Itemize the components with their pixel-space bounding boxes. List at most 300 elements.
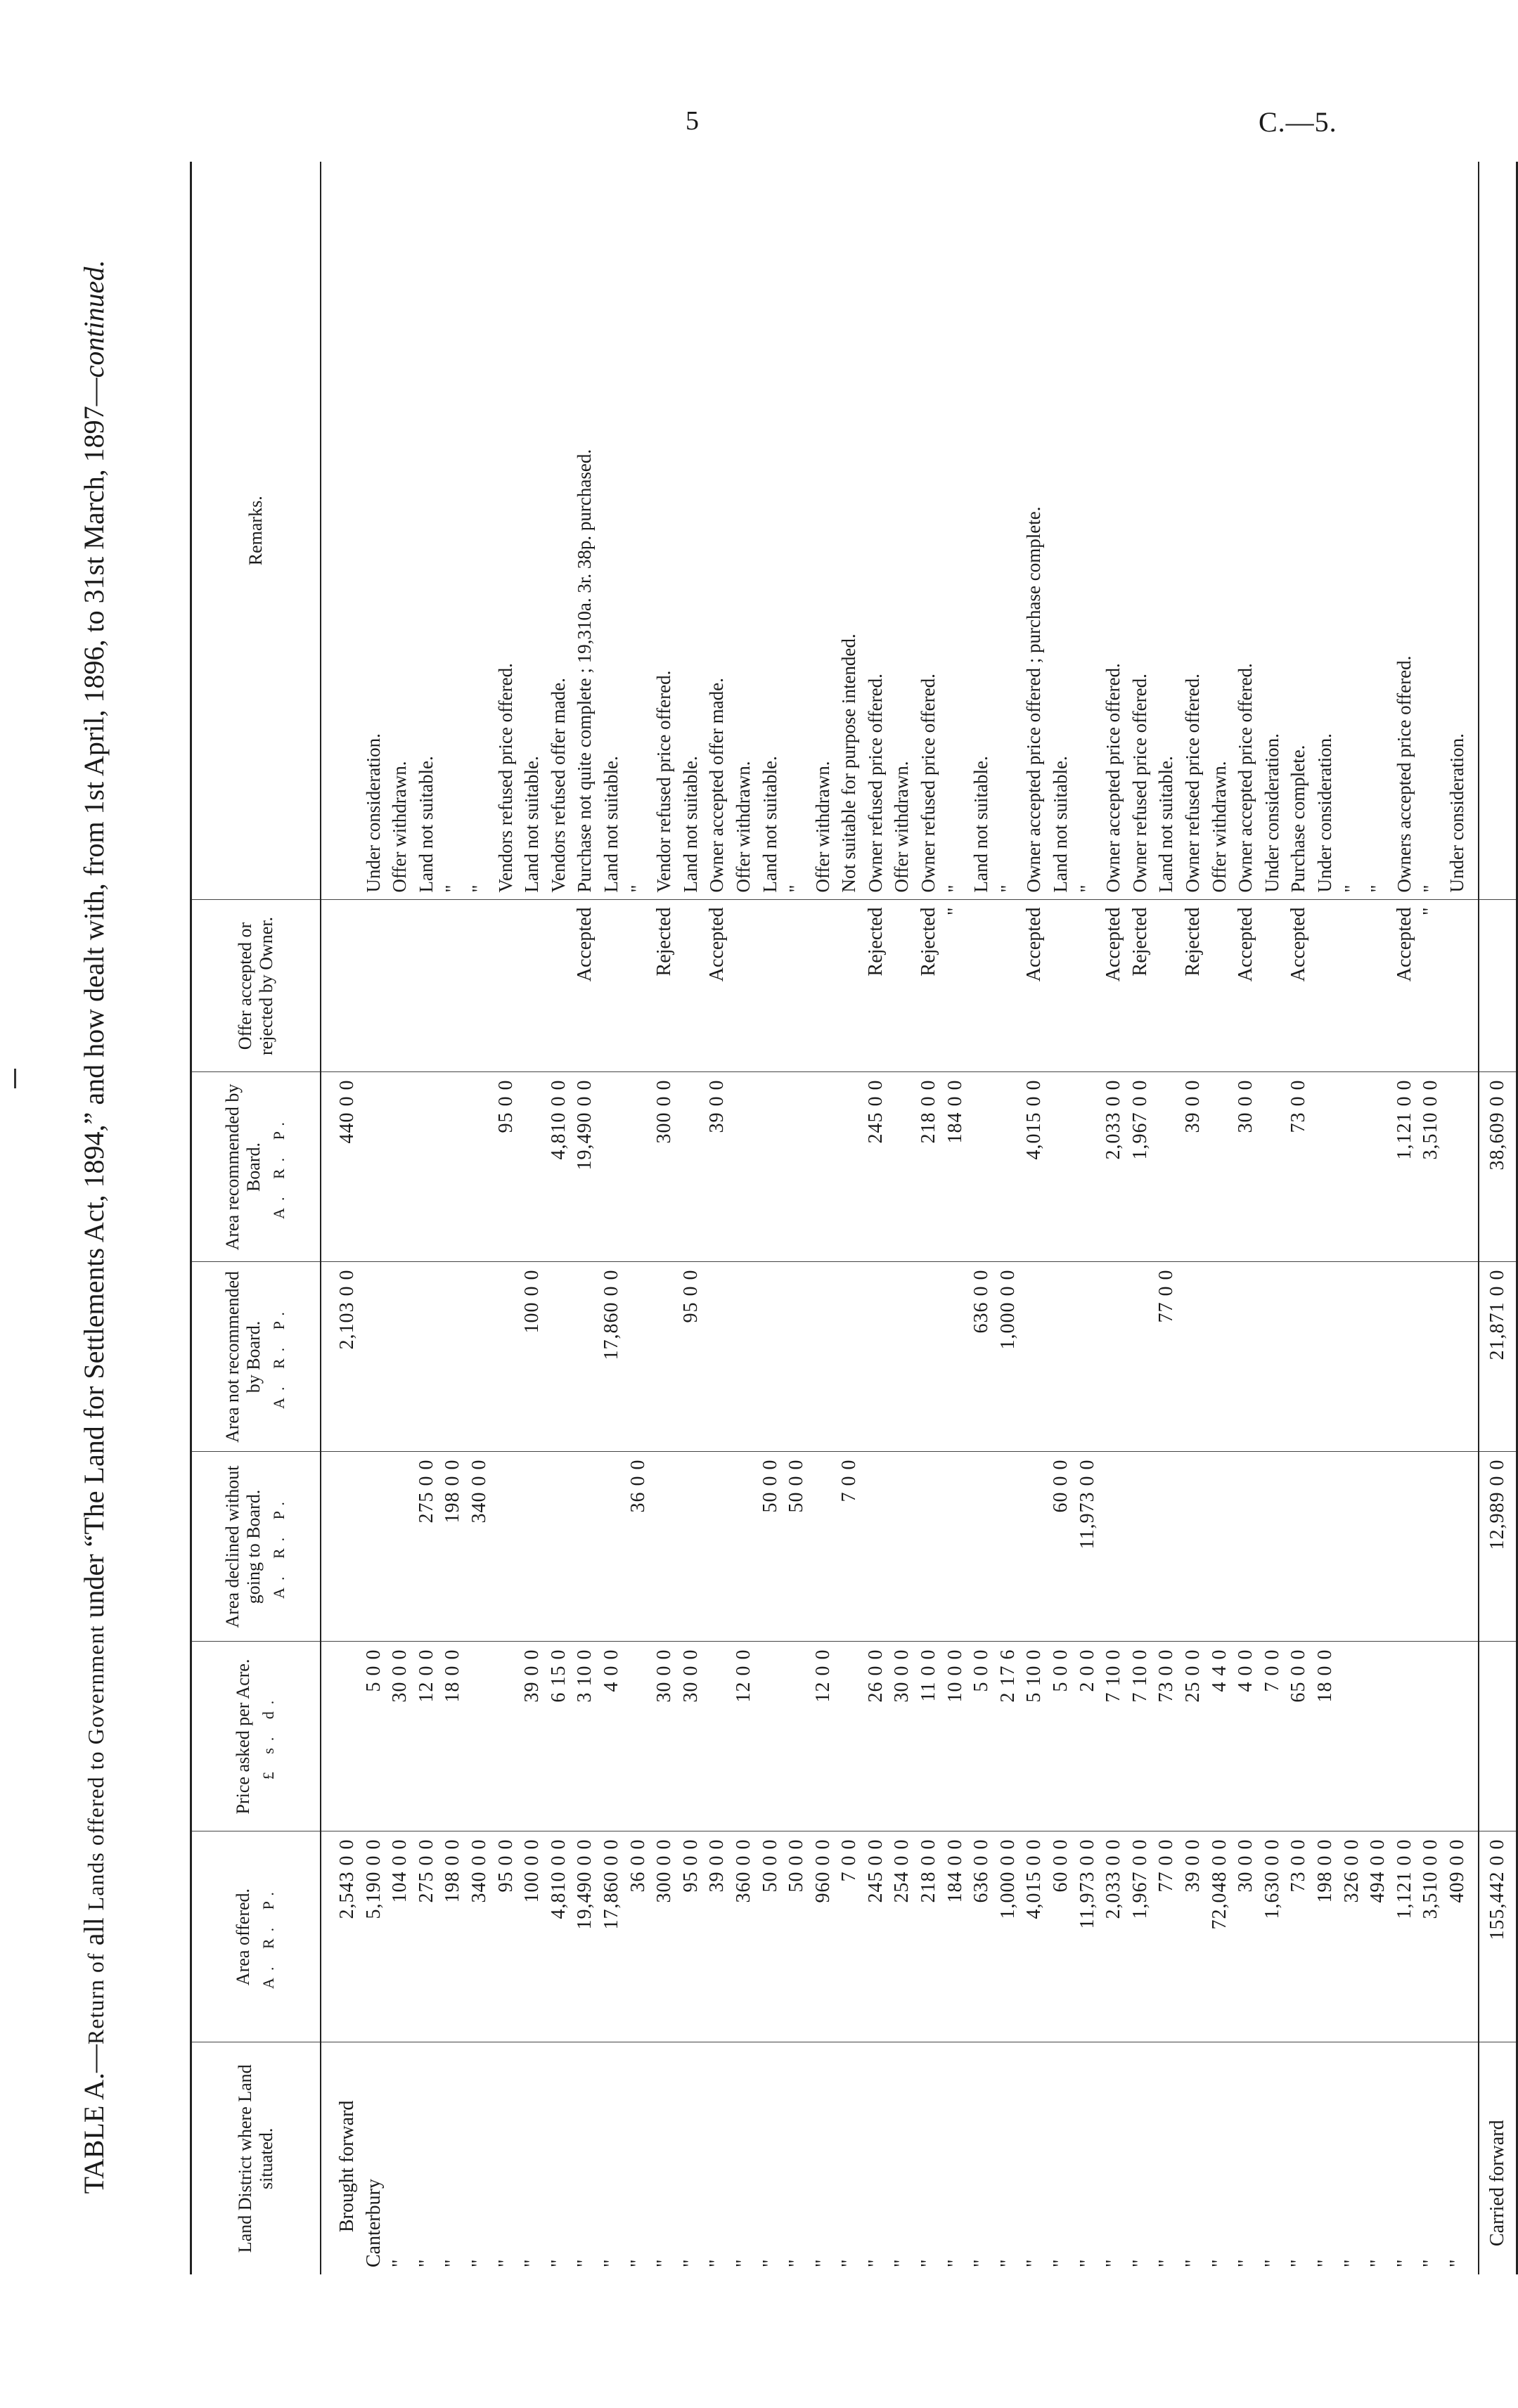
cell-offered: 104 0 0: [387, 1831, 413, 2042]
cell-status: [783, 900, 810, 1072]
table-row: [783, 162, 810, 2274]
cell-remarks: Offer withdrawn.: [810, 162, 837, 900]
cell-offered: 2,033 0 0: [1100, 1831, 1127, 2042]
cell-not-rec: [863, 1262, 889, 1452]
cell-price: 26 0 0: [863, 1642, 889, 1831]
table-row: [1021, 162, 1048, 2274]
cell-district: ": [1102, 2259, 1125, 2267]
cell-price: 6 15 0: [546, 1642, 572, 1831]
cell-district: ": [918, 2259, 940, 2267]
cell-declined: 11,973 0 0: [1074, 1452, 1101, 1642]
col-price: Price asked per Acre. £ s. d.: [191, 1642, 321, 1831]
cell-rec: [1339, 1072, 1365, 1262]
table-row: [757, 162, 784, 2274]
cell-declined: 60 0 0: [1048, 1452, 1074, 1642]
cell-district: ": [1050, 2259, 1072, 2267]
cell-price: 4 0 0: [598, 1642, 625, 1831]
cell-remarks: ": [783, 162, 810, 900]
cell-price: [1365, 1642, 1391, 1831]
returns-table: [190, 162, 1518, 2274]
cell-remarks: Purchase complete.: [1285, 162, 1312, 900]
col-remarks: Remarks.: [191, 162, 321, 900]
cell-price: 30 0 0: [387, 1642, 413, 1831]
cell-not-rec: [757, 1262, 784, 1452]
cell-remarks: Under consideration.: [1312, 162, 1339, 900]
cell-declined: [1127, 1452, 1154, 1642]
cell-price: 25 0 0: [1180, 1642, 1207, 1831]
cell-offered: 7 0 0: [836, 1831, 863, 2042]
cell-remarks: Land not suitable.: [968, 162, 995, 900]
cell-district: ": [1340, 2259, 1363, 2267]
cell-district: ": [732, 2259, 754, 2267]
table-row: [493, 162, 520, 2274]
cell-not-rec: [493, 1262, 520, 1452]
cell-declined: 340 0 0: [466, 1452, 493, 1642]
cell-district: ": [1235, 2259, 1257, 2267]
table-row: [1259, 162, 1286, 2274]
cell-rec: [625, 1072, 652, 1262]
cell-declined: [1417, 1452, 1444, 1642]
table-row: [334, 162, 361, 2274]
cell-price: 30 0 0: [651, 1642, 678, 1831]
cell-status: Rejected: [863, 900, 889, 1072]
cell-remarks: Land not suitable.: [519, 162, 546, 900]
cell-rec: [519, 1072, 546, 1262]
table-row: [546, 162, 572, 2274]
spacer-cell: [321, 162, 334, 900]
cell-not-rec: [1339, 1262, 1365, 1452]
cell-offered: 275 0 0: [413, 1831, 440, 2042]
col-recommended: Area recommended by Board. A. R. P.: [191, 1072, 321, 1262]
cell-status: [546, 900, 572, 1072]
cell-remarks: Land not suitable.: [598, 162, 625, 900]
cell-offered: 254 0 0: [889, 1831, 915, 2042]
cell-remarks: Owner refused price offered.: [1180, 162, 1207, 900]
cell-declined: 50 0 0: [783, 1452, 810, 1642]
cell-district: ": [415, 2259, 437, 2267]
cell-district: ": [970, 2259, 993, 2267]
cell-offered: 50 0 0: [783, 1831, 810, 2042]
cell-price: 11 0 0: [915, 1642, 942, 1831]
cell-district: ": [600, 2259, 622, 2267]
cell-remarks: Under consideration.: [1259, 162, 1286, 900]
cell-rec: 30 0 0: [1233, 1072, 1259, 1262]
cell-not-rec: [915, 1262, 942, 1452]
table-row: [915, 162, 942, 2274]
cell-remarks: ": [625, 162, 652, 900]
cell-offered: 340 0 0: [466, 1831, 493, 2042]
cell-declined: [387, 1452, 413, 1642]
cell-rec: [1365, 1072, 1391, 1262]
total-not-rec: 21,871 0 0: [1479, 1262, 1517, 1452]
margin-mark: [14, 1069, 16, 1088]
cell-rec: 2,033 0 0: [1100, 1072, 1127, 1262]
cell-status: [1444, 900, 1479, 1072]
cell-rec: [810, 1072, 837, 1262]
cell-price: 7 10 0: [1100, 1642, 1127, 1831]
cell-not-rec: [1259, 1262, 1286, 1452]
cell-status: [731, 900, 757, 1072]
cell-status: [1207, 900, 1233, 1072]
cell-price: [334, 1642, 361, 1831]
cell-declined: [1365, 1452, 1391, 1642]
cell-status: Accepted: [1233, 900, 1259, 1072]
cell-district: ": [1023, 2259, 1046, 2267]
cell-rec: [1048, 1072, 1074, 1262]
cell-declined: 36 0 0: [625, 1452, 652, 1642]
cell-declined: [334, 1452, 361, 1642]
cell-district: ": [1446, 2259, 1468, 2267]
cell-remarks: Offer withdrawn.: [387, 162, 413, 900]
table-row: [704, 162, 731, 2274]
cell-rec: [466, 1072, 493, 1262]
cell-offered: 77 0 0: [1153, 1831, 1180, 2042]
cell-offered: 1,121 0 0: [1391, 1831, 1418, 2042]
cell-declined: [1444, 1452, 1479, 1642]
cell-status: [334, 900, 361, 1072]
cell-price: 7 10 0: [1127, 1642, 1154, 1831]
cell-price: 3 10 0: [572, 1642, 598, 1831]
cell-offered: 73 0 0: [1285, 1831, 1312, 2042]
cell-rec: [1444, 1072, 1479, 1262]
cell-not-rec: [651, 1262, 678, 1452]
cell-declined: [651, 1452, 678, 1642]
cell-price: [836, 1642, 863, 1831]
cell-rec: [1153, 1072, 1180, 1262]
cell-not-rec: [466, 1262, 493, 1452]
cell-rec: [1074, 1072, 1101, 1262]
cell-rec: 19,490 0 0: [572, 1072, 598, 1262]
cell-district: ": [521, 2259, 543, 2267]
cell-declined: [493, 1452, 520, 1642]
cell-district: ": [944, 2259, 966, 2267]
cell-declined: 7 0 0: [836, 1452, 863, 1642]
cell-price: [1417, 1642, 1444, 1831]
cell-rec: [598, 1072, 625, 1262]
cell-rec: [836, 1072, 863, 1262]
cell-rec: [387, 1072, 413, 1262]
cell-offered: 39 0 0: [1180, 1831, 1207, 2042]
cell-district: ": [626, 2259, 649, 2267]
cell-remarks: ": [1417, 162, 1444, 900]
cell-offered: 50 0 0: [757, 1831, 784, 2042]
cell-status: [1365, 900, 1391, 1072]
cell-offered: 36 0 0: [625, 1831, 652, 2042]
spacer-cell: [321, 2042, 334, 2274]
cell-price: 65 0 0: [1285, 1642, 1312, 1831]
cell-district: ": [1393, 2259, 1415, 2267]
cell-not-rec: [1021, 1262, 1048, 1452]
table-row: [625, 162, 652, 2274]
cell-remarks: Owner refused price offered.: [863, 162, 889, 900]
cell-offered: 326 0 0: [1339, 1831, 1365, 2042]
cell-rec: [995, 1072, 1022, 1262]
table-row: [995, 162, 1022, 2274]
cell-rec: 3,510 0 0: [1417, 1072, 1444, 1262]
total-declined: 12,989 0 0: [1479, 1452, 1517, 1642]
cell-declined: [1312, 1452, 1339, 1642]
cell-district: ": [891, 2259, 913, 2267]
cell-rec: 245 0 0: [863, 1072, 889, 1262]
cell-price: 2 0 0: [1074, 1642, 1101, 1831]
table-row: [1339, 162, 1365, 2274]
cell-declined: [942, 1452, 969, 1642]
cell-not-rec: [1417, 1262, 1444, 1452]
table-row: [1127, 162, 1154, 2274]
cell-price: 39 0 0: [519, 1642, 546, 1831]
cell-declined: [1153, 1452, 1180, 1642]
cell-rec: 440 0 0: [334, 1072, 361, 1262]
cell-district: ": [574, 2259, 596, 2267]
cell-district: Brought forward: [336, 2100, 358, 2232]
cell-status: Accepted: [1021, 900, 1048, 1072]
cell-offered: 11,973 0 0: [1074, 1831, 1101, 2042]
cell-status: [678, 900, 705, 1072]
table-row: [889, 162, 915, 2274]
cell-district: ": [759, 2259, 781, 2267]
table-row: [1233, 162, 1259, 2274]
cell-not-rec: [1048, 1262, 1074, 1452]
cell-offered: 95 0 0: [678, 1831, 705, 2042]
cell-status: Rejected: [651, 900, 678, 1072]
cell-district: ": [838, 2259, 861, 2267]
cell-remarks: Owner accepted price offered.: [1100, 162, 1127, 900]
cell-declined: [1180, 1452, 1207, 1642]
table-row: [1365, 162, 1391, 2274]
cell-declined: [915, 1452, 942, 1642]
cell-not-rec: [1365, 1262, 1391, 1452]
cell-status: ": [942, 900, 969, 1072]
table-row: [810, 162, 837, 2274]
cell-offered: 1,967 0 0: [1127, 1831, 1154, 2042]
cell-not-rec: [783, 1262, 810, 1452]
cell-status: [1339, 900, 1365, 1072]
cell-district: ": [1287, 2259, 1310, 2267]
cell-district: ": [811, 2259, 834, 2267]
cell-offered: 100 0 0: [519, 1831, 546, 2042]
cell-remarks: ": [466, 162, 493, 900]
cell-remarks: Land not suitable.: [678, 162, 705, 900]
cell-remarks: Land not suitable.: [1048, 162, 1074, 900]
cell-rec: 4,015 0 0: [1021, 1072, 1048, 1262]
cell-rec: [413, 1072, 440, 1262]
table-row: [439, 162, 466, 2274]
cell-remarks: Owners accepted price offered.: [1391, 162, 1418, 900]
cell-declined: [1391, 1452, 1418, 1642]
cell-price: 5 10 0: [1021, 1642, 1048, 1831]
cell-remarks: Land not suitable.: [413, 162, 440, 900]
cell-declined: [1339, 1452, 1365, 1642]
cell-district: ": [494, 2259, 517, 2267]
cell-rec: 184 0 0: [942, 1072, 969, 1262]
cell-status: [598, 900, 625, 1072]
cell-offered: 19,490 0 0: [572, 1831, 598, 2042]
cell-status: [1259, 900, 1286, 1072]
cell-status: Rejected: [1180, 900, 1207, 1072]
cell-offered: 409 0 0: [1444, 1831, 1479, 2042]
cell-status: [1312, 900, 1339, 1072]
total-remarks: [1479, 162, 1517, 900]
cell-remarks: Owner refused price offered.: [915, 162, 942, 900]
cell-rec: [1312, 1072, 1339, 1262]
cell-remarks: Owner refused price offered.: [1127, 162, 1154, 900]
cell-status: [413, 900, 440, 1072]
table-row: [1048, 162, 1074, 2274]
totals-row: [1479, 162, 1517, 2274]
cell-district: ": [1182, 2259, 1204, 2267]
table-row: [1312, 162, 1339, 2274]
table-body: [321, 162, 1517, 2274]
table-row: [1285, 162, 1312, 2274]
cell-price: [1391, 1642, 1418, 1831]
cell-district: ": [785, 2259, 808, 2267]
cell-price: 30 0 0: [678, 1642, 705, 1831]
table-row: [1153, 162, 1180, 2274]
cell-not-rec: [1127, 1262, 1154, 1452]
cell-rec: 300 0 0: [651, 1072, 678, 1262]
cell-status: [810, 900, 837, 1072]
cell-not-rec: 1,000 0 0: [995, 1262, 1022, 1452]
cell-price: 7 0 0: [1259, 1642, 1286, 1831]
cell-district: ": [1367, 2259, 1389, 2267]
cell-offered: 300 0 0: [651, 1831, 678, 2042]
cell-rec: [757, 1072, 784, 1262]
cell-price: 12 0 0: [413, 1642, 440, 1831]
cell-district: ": [679, 2259, 702, 2267]
cell-not-rec: [387, 1262, 413, 1452]
cell-status: [1153, 900, 1180, 1072]
cell-remarks: ": [1074, 162, 1101, 900]
cell-district: ": [1313, 2259, 1336, 2267]
cell-offered: 1,630 0 0: [1259, 1831, 1286, 2042]
cell-not-rec: 95 0 0: [678, 1262, 705, 1452]
spacer-cell: [321, 1072, 334, 1262]
table-row: [361, 162, 387, 2274]
cell-price: 73 0 0: [1153, 1642, 1180, 1831]
cell-not-rec: [704, 1262, 731, 1452]
cell-declined: [863, 1452, 889, 1642]
cell-remarks: Land not suitable.: [757, 162, 784, 900]
cell-status: [466, 900, 493, 1072]
table-row: [651, 162, 678, 2274]
cell-declined: [704, 1452, 731, 1642]
cell-status: Accepted: [1285, 900, 1312, 1072]
cell-status: [439, 900, 466, 1072]
cell-rec: [678, 1072, 705, 1262]
cell-not-rec: [1312, 1262, 1339, 1452]
cell-status: [361, 900, 387, 1072]
cell-declined: [546, 1452, 572, 1642]
cell-district: ": [1261, 2259, 1283, 2267]
cell-district: ": [547, 2259, 570, 2267]
col-district: Land District where Land situated.: [191, 2042, 321, 2274]
cell-status: [625, 900, 652, 1072]
cell-not-rec: 77 0 0: [1153, 1262, 1180, 1452]
cell-district: ": [1076, 2259, 1098, 2267]
cell-remarks: ": [439, 162, 466, 900]
cell-status: [1074, 900, 1101, 1072]
spacer-cell: [321, 1831, 334, 2042]
page-number: 5: [686, 106, 699, 136]
cell-declined: [361, 1452, 387, 1642]
cell-rec: 4,810 0 0: [546, 1072, 572, 1262]
total-district: Carried forward: [1479, 2042, 1517, 2274]
cell-status: ": [1417, 900, 1444, 1072]
cell-remarks: Purchase not quite complete ; 19,310a. 3r. 38p. purchased.: [572, 162, 598, 900]
spacer-row: [321, 162, 334, 2274]
cell-rec: 218 0 0: [915, 1072, 942, 1262]
cell-offered: 198 0 0: [439, 1831, 466, 2042]
cell-remarks: ": [1365, 162, 1391, 900]
cell-status: Accepted: [1100, 900, 1127, 1072]
cell-remarks: Under consideration.: [361, 162, 387, 900]
spacer-cell: [321, 1642, 334, 1831]
cell-offered: 636 0 0: [968, 1831, 995, 2042]
cell-offered: 17,860 0 0: [598, 1831, 625, 2042]
table-row: [731, 162, 757, 2274]
cell-rec: [968, 1072, 995, 1262]
table-row: [466, 162, 493, 2274]
cell-remarks: [334, 162, 361, 900]
cell-offered: 95 0 0: [493, 1831, 520, 2042]
cell-remarks: Vendors refused price offered.: [493, 162, 520, 900]
cell-remarks: ": [995, 162, 1022, 900]
cell-status: [519, 900, 546, 1072]
cell-not-rec: [439, 1262, 466, 1452]
cell-price: 5 0 0: [361, 1642, 387, 1831]
cell-offered: 198 0 0: [1312, 1831, 1339, 2042]
table-row: [1180, 162, 1207, 2274]
cell-offered: 960 0 0: [810, 1831, 837, 2042]
cell-status: [757, 900, 784, 1072]
table-row: [519, 162, 546, 2274]
cell-remarks: Owner accepted price offered.: [1233, 162, 1259, 900]
cell-offered: 218 0 0: [915, 1831, 942, 2042]
cell-price: [466, 1642, 493, 1831]
table-row: [968, 162, 995, 2274]
cell-district: ": [468, 2259, 490, 2267]
cell-remarks: Offer withdrawn.: [731, 162, 757, 900]
cell-district: ": [706, 2259, 728, 2267]
cell-offered: 1,000 0 0: [995, 1831, 1022, 2042]
cell-district: ": [389, 2259, 411, 2267]
cell-district: Canterbury: [362, 2179, 385, 2267]
total-status: [1479, 900, 1517, 1072]
cell-not-rec: [1444, 1262, 1479, 1452]
cell-remarks: Not suitable for purpose intended.: [836, 162, 863, 900]
cell-price: 30 0 0: [889, 1642, 915, 1831]
cell-offered: 4,015 0 0: [1021, 1831, 1048, 2042]
cell-not-rec: [413, 1262, 440, 1452]
cell-declined: 198 0 0: [439, 1452, 466, 1642]
cell-price: [493, 1642, 520, 1831]
cell-price: 5 0 0: [968, 1642, 995, 1831]
cell-declined: [810, 1452, 837, 1642]
cell-status: [1048, 900, 1074, 1072]
cell-status: Accepted: [704, 900, 731, 1072]
cell-not-rec: [1233, 1262, 1259, 1452]
cell-offered: 60 0 0: [1048, 1831, 1074, 2042]
cell-price: 4 0 0: [1233, 1642, 1259, 1831]
cell-not-rec: [625, 1262, 652, 1452]
cell-rec: [439, 1072, 466, 1262]
cell-remarks: Owner accepted price offered ; purchase complete.: [1021, 162, 1048, 900]
cell-declined: [995, 1452, 1022, 1642]
cell-rec: [1259, 1072, 1286, 1262]
spacer-cell: [321, 1452, 334, 1642]
title-caps: Return of: [83, 1952, 108, 2045]
cell-not-rec: 636 0 0: [968, 1262, 995, 1452]
